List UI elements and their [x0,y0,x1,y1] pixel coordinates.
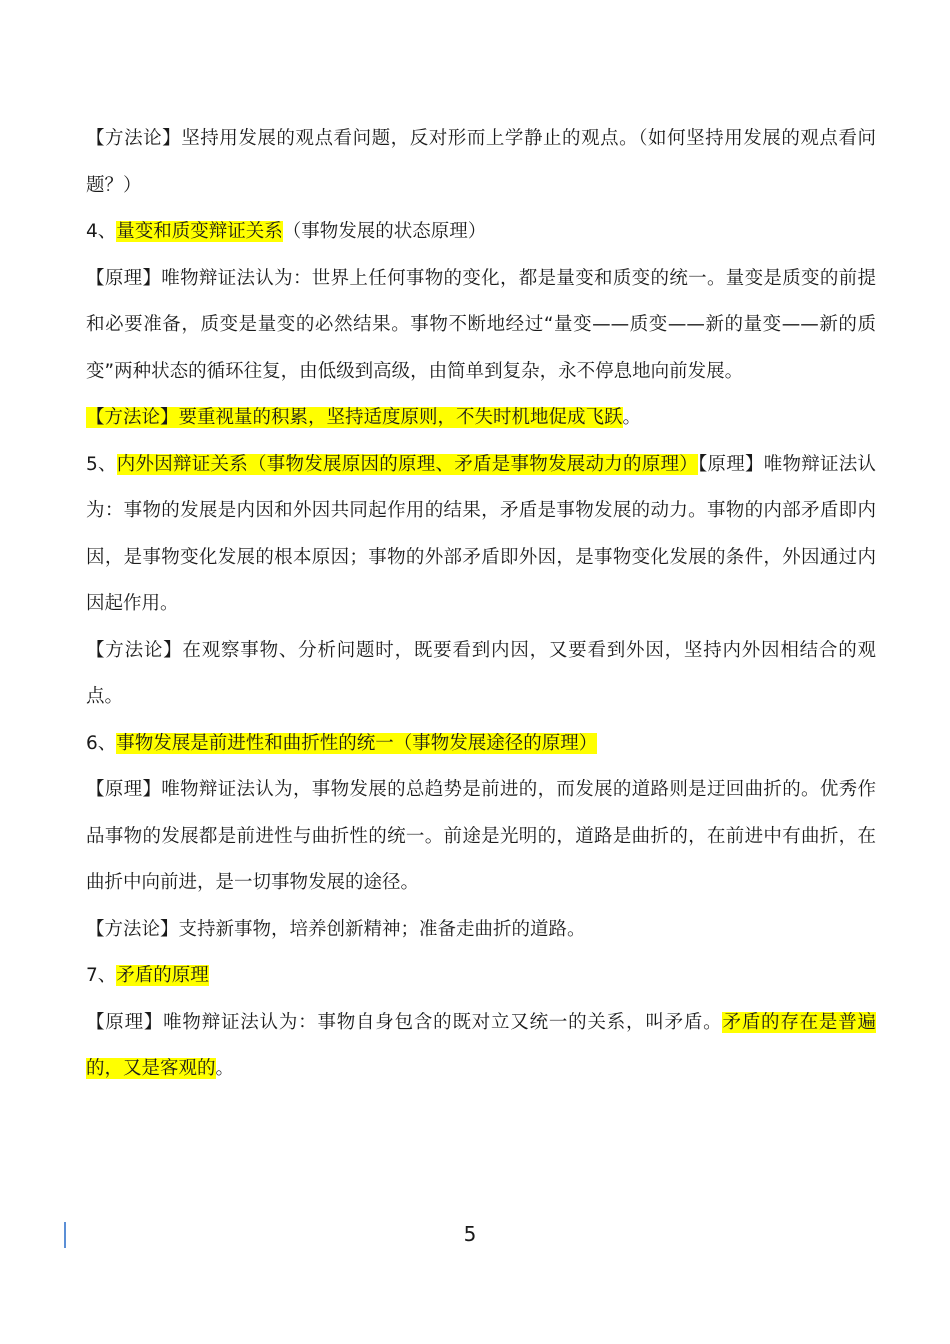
page-number: 5 [463,1222,477,1246]
text-segment: 【原理】唯物辩证法认为：世界上任何事物的变化，都是量变和质变的统一。量变是质变的前提和必要准备，质变是量变的必然结果。事物不断地经过“量变——质变——新的量变——新的质变”两种状态的循环往复，由低级到高级，由简单到复杂，永不停息地向前发展。 [86,267,876,382]
paragraph-methodology-internal-external [86,628,876,721]
highlighted-text: 量变和质变辩证关系 [116,221,283,242]
paragraph-internal-external-cause [86,442,876,628]
text-segment: 【方法论】支持新事物，培养创新精神；准备走曲折的道路。 [86,918,586,940]
paragraph-methodology-development [86,116,876,209]
text-segment: 【原理】唯物辩证法认为：事物的发展是内因和外因共同起作用的结果，矛盾是事物发展的动力。事物的内部矛盾即内因，是事物变化发展的根本原因；事物的外部矛盾即外因，是事物变化发展的条件，外因通过内因起作用。 [86,453,876,614]
highlighted-text: 事物发展是前进性和曲折性的统一（事物发展途径的原理） [116,732,598,754]
highlighted-text: 矛盾的原理 [116,965,209,986]
paragraph-principle-progress-twists [86,767,876,907]
text-segment: 【方法论】坚持用发展的观点看问题，反对形而上学静止的观点。（如何坚持用发展的观点看问题？） [86,128,876,196]
text-segment: 【方法论】在观察事物、分析问题时，既要看到内因，又要看到外因，坚持内外因相结合的观点。 [86,639,876,707]
paragraph-principle-contradiction [86,1000,876,1093]
text-segment: 6、 [86,732,117,754]
text-segment: 。 [622,407,642,428]
document-body [86,116,876,1093]
highlighted-text: 内外因辩证关系（事物发展原因的原理、矛盾是事物发展动力的原理） [116,453,698,475]
text-segment: 【原理】唯物辩证法认为，事物发展的总趋势是前进的，而发展的道路则是迂回曲折的。优秀作品事物的发展都是前进性与曲折性的统一。前途是光明的，道路是曲折的，在前进中有曲折，在曲折中向前进，是一切事物发展的途径。 [86,779,876,893]
heading-progress-twists [86,721,876,768]
highlighted-text: 【方法论】要重视量的积累，坚持适度原则，不失时机地促成飞跃 [86,407,623,428]
text-segment: 【原理】唯物辩证法认为：事物自身包含的既对立又统一的关系，叫矛盾。 [86,1011,723,1033]
text-segment: 5、 [86,453,117,475]
paragraph-methodology-quantity-quality [86,395,876,442]
text-segment: 7、 [86,965,117,986]
text-segment: 4、 [86,221,117,242]
text-segment: 。 [215,1058,235,1079]
highlighted-text: 矛盾的存在是普遍的，又是客观的 [86,1011,876,1079]
heading-quantity-quality [86,209,876,256]
text-segment: （事物发展的状态原理） [282,221,487,242]
paragraph-principle-quantity-quality [86,256,876,396]
paragraph-methodology-progress-twists [86,907,876,954]
heading-contradiction [86,953,876,1000]
